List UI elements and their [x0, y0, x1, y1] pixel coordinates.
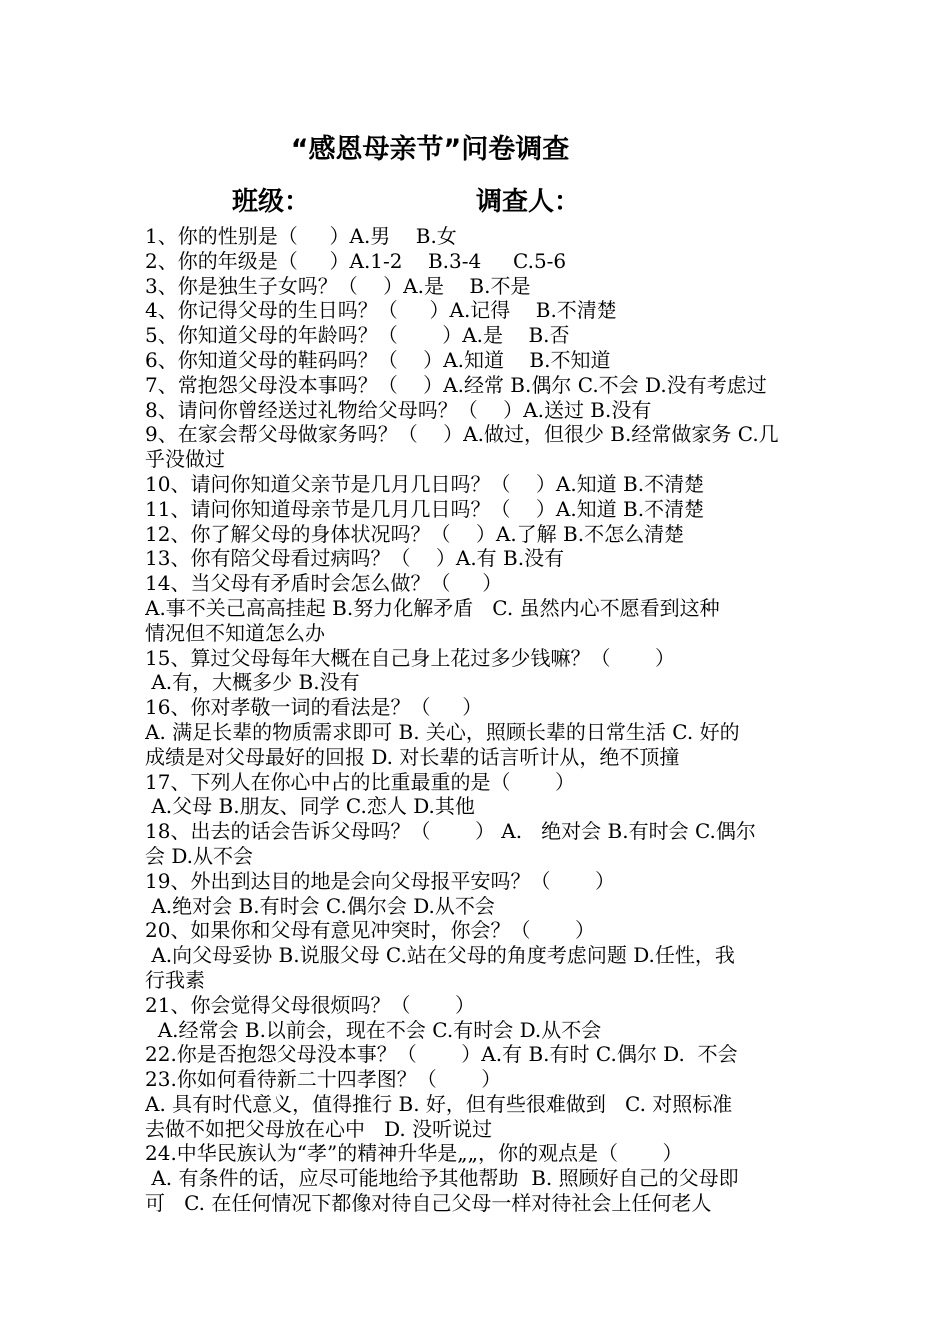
- question-line: 15、算过父母每年大概在自己身上花过多少钱嘛？（ ）: [145, 645, 675, 670]
- question-line: 1、你的性别是（ ）A.男 B.女: [145, 224, 457, 248]
- question-line: 行我素: [145, 967, 205, 992]
- question-line: 16、你对孝敬一词的看法是？（ ）: [145, 695, 483, 720]
- question-line: 18、出去的话会告诉父母吗？（ ） A. 绝对会 B.有时会 C.偶尔: [145, 819, 756, 844]
- document-title: “感恩母亲节”问卷调查: [290, 134, 570, 165]
- question-line: 17、下列人在你心中占的比重最重的是（ ）: [145, 769, 575, 794]
- question-line: A. 满足长辈的物质需求即可 B. 关心，照顾长辈的日常生活 C. 好的: [145, 719, 740, 744]
- question-line: 乎没做过: [145, 447, 225, 472]
- question-line: A.有，大概多少 B.没有: [145, 670, 360, 695]
- question-line: 3、你是独生子女吗？（ ）A.是 B.不是: [145, 273, 531, 298]
- question-line: 13、你有陪父母看过病吗？（ ）A.有 B.没有: [145, 546, 565, 571]
- question-line: 2、你的年级是（ ）A.1-2 B.3-4 C.5-6: [145, 248, 567, 273]
- question-line: 7、常抱怨父母没本事吗？（ ）A.经常 B.偶尔 C.不会 D.没有考虑过: [145, 372, 767, 397]
- question-line: 成绩是对父母最好的回报 D. 对长辈的话言听计从，绝不顶撞: [145, 744, 680, 769]
- questionnaire-body: [145, 224, 809, 1216]
- question-line: 可 C. 在任何情况下都像对待自己父母一样对待社会上任何老人: [145, 1191, 712, 1216]
- question-line: 4、你记得父母的生日吗？（ ）A.记得 B.不清楚: [145, 298, 617, 323]
- question-line: 21、你会觉得父母很烦吗？（ ）: [145, 992, 475, 1017]
- question-line: A.事不关己高高挂起 B.努力化解矛盾 C. 虽然内心不愿看到这种: [145, 595, 720, 620]
- question-line: A.向父母妥协 B.说服父母 C.站在父母的角度考虑问题 D.任性，我: [145, 943, 735, 968]
- question-line: 20、如果你和父母有意见冲突时，你会？（ ）: [145, 918, 595, 943]
- question-line: 12、你了解父母的身体状况吗？（ ）A.了解 B.不怎么清楚: [145, 521, 685, 546]
- question-line: 11、请问你知道母亲节是几月几日吗？（ ）A.知道 B.不清楚: [145, 496, 705, 521]
- question-line: 8、请问你曾经送过礼物给父母吗？（ ）A.送过 B.没有: [145, 397, 652, 422]
- question-line: A.父母 B.朋友、同学 C.恋人 D.其他: [145, 794, 475, 819]
- surveyor-label: 调查人：: [476, 187, 581, 217]
- question-line: A. 具有时代意义，值得推行 B. 好，但有些很难做到 C. 对照标准: [145, 1091, 733, 1116]
- question-line: 9、在家会帮父母做家务吗？（ ）A.做过，但很少 B.经常做家务 C.几: [145, 422, 779, 447]
- question-line: A.绝对会 B.有时会 C.偶尔会 D.从不会: [145, 893, 495, 918]
- question-line: 会 D.从不会: [145, 843, 254, 868]
- question-line: 23.你如何看待新二十四孝图？（ ）: [145, 1067, 502, 1092]
- question-line: 5、你知道父母的年龄吗？（ ）A.是 B.否: [145, 323, 570, 348]
- question-line: 6、你知道父母的鞋码吗？（ ）A.知道 B.不知道: [145, 347, 611, 372]
- question-line: A. 有条件的话，应尽可能地给予其他帮助 B. 照顾好自己的父母即: [145, 1166, 739, 1191]
- question-line: 14、当父母有矛盾时会怎么做？（ ）: [145, 571, 503, 596]
- question-line: 情况但不知道怎么办: [145, 620, 325, 645]
- class-label: 班级：: [232, 187, 311, 217]
- question-line: 24.中华民族认为“孝”的精神升华是„„，你的观点是（ ）: [145, 1141, 683, 1166]
- question-line: 10、请问你知道父亲节是几月几日吗？（ ）A.知道 B.不清楚: [145, 471, 705, 496]
- question-line: A.经常会 B.以前会，现在不会 C.有时会 D.从不会: [145, 1017, 602, 1042]
- question-line: 去做不如把父母放在心中 D. 没听说过: [145, 1116, 493, 1141]
- question-line: 22.你是否抱怨父母没本事？（ ）A.有 B.有时 C.偶尔 D. 不会: [145, 1042, 738, 1067]
- question-line: 19、外出到达目的地是会向父母报平安吗？（ ）: [145, 868, 615, 893]
